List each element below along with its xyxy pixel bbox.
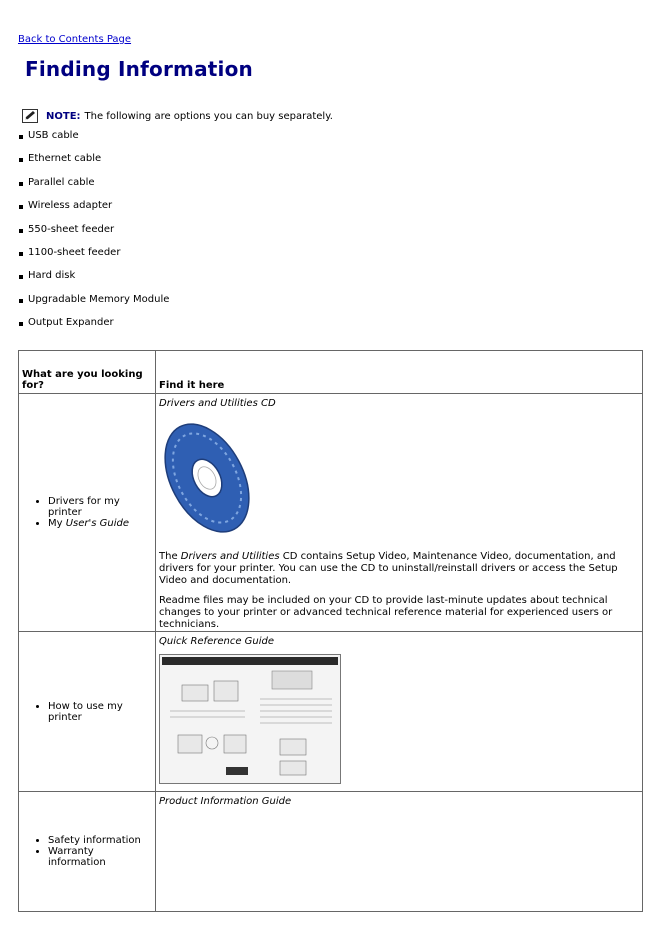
list-item: • Drivers for my printer xyxy=(48,496,152,518)
source-title: Drivers and Utilities CD xyxy=(159,398,276,409)
list-item: Ethernet cable xyxy=(18,152,169,175)
note-text: The following are options you can buy separately. xyxy=(84,110,333,122)
bullet-icon xyxy=(19,275,23,279)
source-title: Product Information Guide xyxy=(159,796,292,807)
looking-for-cell xyxy=(19,632,156,792)
bullet-icon xyxy=(19,135,23,139)
bullet-icon xyxy=(19,182,23,186)
list-item: 550-sheet feeder xyxy=(18,223,169,246)
looking-for-cell xyxy=(19,394,156,632)
readme-description: Readme files may be included on your CD to provide last-minute updates about technical changes to your printer or advanced technical reference material for experienced users or technicians. xyxy=(159,595,613,630)
bullet-icon xyxy=(19,322,23,326)
list-item: USB cable xyxy=(18,129,169,152)
header-find-it-here: Find it here xyxy=(156,351,643,394)
find-it-here-cell xyxy=(156,394,643,632)
quick-reference-guide-image xyxy=(159,654,341,784)
list-item: Upgradable Memory Module xyxy=(18,293,169,316)
looking-for-cell xyxy=(19,792,156,912)
back-to-contents-link[interactable]: Back to Contents Page xyxy=(18,34,132,45)
list-item: Wireless adapter xyxy=(18,199,169,222)
bullet-icon xyxy=(19,252,23,256)
options-list xyxy=(18,129,169,340)
list-item: 1100-sheet feeder xyxy=(18,246,169,269)
find-it-here-cell xyxy=(156,792,643,912)
pencil-note-icon xyxy=(22,109,38,123)
bullet-icon xyxy=(19,158,23,162)
find-it-here-cell xyxy=(156,632,643,792)
guide-illustration xyxy=(160,655,340,783)
bullet-icon xyxy=(19,205,23,209)
list-item: • How to use my printer xyxy=(48,701,152,723)
table-row xyxy=(19,394,643,632)
list-item: • Safety information xyxy=(48,835,152,846)
page-title: Finding Information xyxy=(25,57,253,81)
cd-description: The Drivers and Utilities CD contains Setup Video, Maintenance Video, documentation, and drivers for your printer. You can use the CD to uninstall/reinstall drivers or access the Setup Video and documentation. xyxy=(159,551,618,586)
source-title: Quick Reference Guide xyxy=(159,636,275,647)
list-item: Output Expander xyxy=(18,316,169,339)
info-table xyxy=(18,350,643,912)
bullet-icon xyxy=(19,229,23,233)
list-item: Hard disk xyxy=(18,269,169,292)
table-row xyxy=(19,632,643,792)
note-label: NOTE: xyxy=(46,110,81,122)
note-block xyxy=(22,109,333,123)
cd-disc-image xyxy=(159,416,255,540)
list-item: • My User's Guide xyxy=(48,518,152,529)
list-item: Parallel cable xyxy=(18,176,169,199)
table-header-row xyxy=(19,351,643,394)
header-looking-for: What are you looking for? xyxy=(19,351,156,394)
list-item: • Warranty information xyxy=(48,846,152,868)
bullet-icon xyxy=(19,299,23,303)
table-row xyxy=(19,792,643,912)
